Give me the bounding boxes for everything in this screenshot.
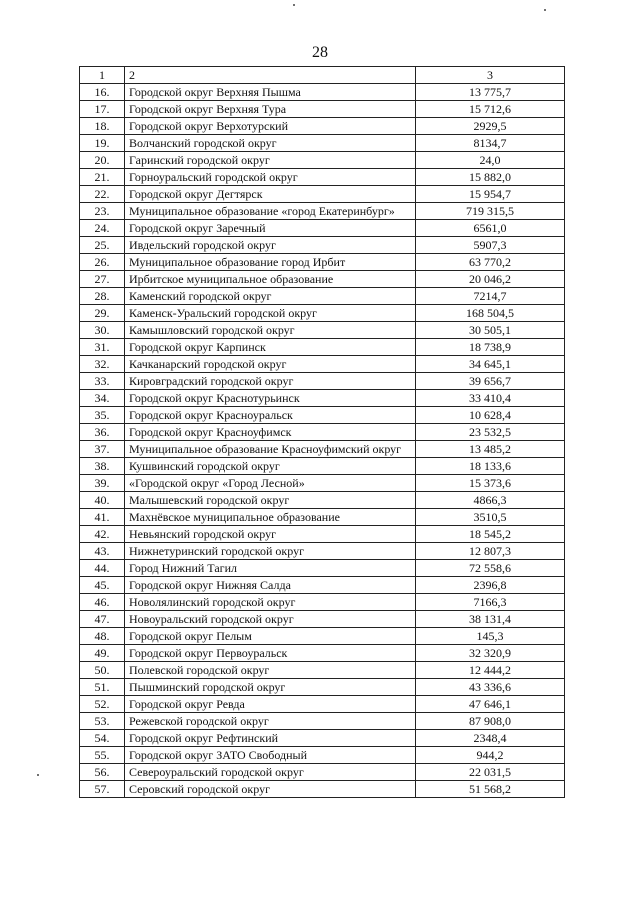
table-row <box>80 526 565 543</box>
table-row <box>80 441 565 458</box>
row-number: 45. <box>80 577 125 594</box>
row-number: 20. <box>80 152 125 169</box>
table-row <box>80 696 565 713</box>
amount-value: 43 336,6 <box>416 679 565 696</box>
amount-value: 20 046,2 <box>416 271 565 288</box>
row-number: 52. <box>80 696 125 713</box>
municipality-name: Качканарский городской округ <box>125 356 416 373</box>
amount-value: 72 558,6 <box>416 560 565 577</box>
amount-value: 15 373,6 <box>416 475 565 492</box>
row-number: 46. <box>80 594 125 611</box>
amount-value: 18 133,6 <box>416 458 565 475</box>
municipality-name: Городской округ Заречный <box>125 220 416 237</box>
municipality-name: Североуральский городской округ <box>125 764 416 781</box>
row-number: 54. <box>80 730 125 747</box>
amount-value: 13 485,2 <box>416 441 565 458</box>
amount-value: 2929,5 <box>416 118 565 135</box>
table-row <box>80 662 565 679</box>
table-row <box>80 271 565 288</box>
municipality-name: Городской округ Нижняя Салда <box>125 577 416 594</box>
column-header-value: 3 <box>416 67 565 84</box>
row-number: 17. <box>80 101 125 118</box>
municipality-name: Гаринский городской округ <box>125 152 416 169</box>
row-number: 37. <box>80 441 125 458</box>
amount-value: 4866,3 <box>416 492 565 509</box>
amount-value: 10 628,4 <box>416 407 565 424</box>
municipality-name: Невьянский городской округ <box>125 526 416 543</box>
amount-value: 51 568,2 <box>416 781 565 798</box>
row-number: 36. <box>80 424 125 441</box>
amount-value: 15 882,0 <box>416 169 565 186</box>
row-number: 34. <box>80 390 125 407</box>
scan-speck <box>293 4 295 6</box>
municipality-name: Городской округ Краснотурьинск <box>125 390 416 407</box>
municipality-name: Ирбитское муниципальное образование <box>125 271 416 288</box>
row-number: 29. <box>80 305 125 322</box>
row-number: 16. <box>80 84 125 101</box>
amount-value: 944,2 <box>416 747 565 764</box>
municipality-name: «Городской округ «Город Лесной» <box>125 475 416 492</box>
row-number: 19. <box>80 135 125 152</box>
row-number: 26. <box>80 254 125 271</box>
row-number: 43. <box>80 543 125 560</box>
municipality-name: Городской округ Верхняя Тура <box>125 101 416 118</box>
municipality-name: Город Нижний Тагил <box>125 560 416 577</box>
amount-value: 12 807,3 <box>416 543 565 560</box>
table-row <box>80 356 565 373</box>
amount-value: 168 504,5 <box>416 305 565 322</box>
row-number: 31. <box>80 339 125 356</box>
row-number: 18. <box>80 118 125 135</box>
table-row <box>80 781 565 798</box>
municipality-name: Камышловский городской округ <box>125 322 416 339</box>
row-number: 24. <box>80 220 125 237</box>
amount-value: 2396,8 <box>416 577 565 594</box>
municipality-name: Новолялинский городской округ <box>125 594 416 611</box>
table-row <box>80 645 565 662</box>
table-row <box>80 628 565 645</box>
table-row <box>80 407 565 424</box>
table-row <box>80 458 565 475</box>
municipality-name: Муниципальное образование Красноуфимский округ <box>125 441 416 458</box>
municipality-name: Горноуральский городской округ <box>125 169 416 186</box>
row-number: 40. <box>80 492 125 509</box>
table-row <box>80 118 565 135</box>
row-number: 55. <box>80 747 125 764</box>
table-row <box>80 390 565 407</box>
municipality-name: Муниципальное образование город Ирбит <box>125 254 416 271</box>
row-number: 44. <box>80 560 125 577</box>
amount-value: 23 532,5 <box>416 424 565 441</box>
amount-value: 63 770,2 <box>416 254 565 271</box>
municipality-name: Полевской городской округ <box>125 662 416 679</box>
amount-value: 38 131,4 <box>416 611 565 628</box>
municipality-name: Ивдельский городской округ <box>125 237 416 254</box>
row-number: 39. <box>80 475 125 492</box>
row-number: 32. <box>80 356 125 373</box>
table-row <box>80 135 565 152</box>
row-number: 49. <box>80 645 125 662</box>
table-row <box>80 186 565 203</box>
table-header-row <box>80 67 565 84</box>
row-number: 33. <box>80 373 125 390</box>
municipality-name: Серовский городской округ <box>125 781 416 798</box>
table-row <box>80 713 565 730</box>
table-row <box>80 237 565 254</box>
municipality-name: Волчанский городской округ <box>125 135 416 152</box>
table-row <box>80 84 565 101</box>
table-row <box>80 305 565 322</box>
amount-value: 18 738,9 <box>416 339 565 356</box>
municipality-name: Нижнетуринский городской округ <box>125 543 416 560</box>
municipality-name: Каменск-Уральский городской округ <box>125 305 416 322</box>
municipality-name: Городской округ Ревда <box>125 696 416 713</box>
amount-value: 24,0 <box>416 152 565 169</box>
municipality-name: Махнёвское муниципальное образование <box>125 509 416 526</box>
table-row <box>80 203 565 220</box>
amount-value: 719 315,5 <box>416 203 565 220</box>
scan-speck <box>37 774 39 776</box>
amount-value: 33 410,4 <box>416 390 565 407</box>
amount-value: 145,3 <box>416 628 565 645</box>
table-row <box>80 475 565 492</box>
row-number: 41. <box>80 509 125 526</box>
amount-value: 34 645,1 <box>416 356 565 373</box>
table-row <box>80 220 565 237</box>
table-row <box>80 611 565 628</box>
amount-value: 15 954,7 <box>416 186 565 203</box>
table-row <box>80 679 565 696</box>
row-number: 38. <box>80 458 125 475</box>
municipal-budget-table <box>79 66 565 798</box>
municipality-name: Пышминский городской округ <box>125 679 416 696</box>
row-number: 51. <box>80 679 125 696</box>
row-number: 56. <box>80 764 125 781</box>
municipality-name: Городской округ Пелым <box>125 628 416 645</box>
municipality-name: Каменский городской округ <box>125 288 416 305</box>
table-row <box>80 169 565 186</box>
municipality-name: Малышевский городской округ <box>125 492 416 509</box>
row-number: 47. <box>80 611 125 628</box>
amount-value: 2348,4 <box>416 730 565 747</box>
row-number: 30. <box>80 322 125 339</box>
amount-value: 8134,7 <box>416 135 565 152</box>
municipality-name: Городской округ Верхотурский <box>125 118 416 135</box>
amount-value: 39 656,7 <box>416 373 565 390</box>
municipality-name: Кировградский городской округ <box>125 373 416 390</box>
table-row <box>80 152 565 169</box>
municipality-name: Городской округ ЗАТО Свободный <box>125 747 416 764</box>
amount-value: 5907,3 <box>416 237 565 254</box>
municipality-name: Городской округ Дегтярск <box>125 186 416 203</box>
row-number: 42. <box>80 526 125 543</box>
amount-value: 32 320,9 <box>416 645 565 662</box>
table-row <box>80 594 565 611</box>
amount-value: 7166,3 <box>416 594 565 611</box>
row-number: 28. <box>80 288 125 305</box>
municipality-name: Новоуральский городской округ <box>125 611 416 628</box>
amount-value: 87 908,0 <box>416 713 565 730</box>
table-row <box>80 492 565 509</box>
amount-value: 7214,7 <box>416 288 565 305</box>
municipality-name: Кушвинский городской округ <box>125 458 416 475</box>
amount-value: 15 712,6 <box>416 101 565 118</box>
amount-value: 13 775,7 <box>416 84 565 101</box>
amount-value: 12 444,2 <box>416 662 565 679</box>
table-row <box>80 509 565 526</box>
table-row <box>80 764 565 781</box>
municipality-name: Городской округ Красноуральск <box>125 407 416 424</box>
amount-value: 18 545,2 <box>416 526 565 543</box>
table-row <box>80 747 565 764</box>
page-number: 28 <box>312 44 328 61</box>
municipality-name: Муниципальное образование «город Екатеринбург» <box>125 203 416 220</box>
table-row <box>80 373 565 390</box>
table-row <box>80 322 565 339</box>
amount-value: 6561,0 <box>416 220 565 237</box>
municipality-name: Городской округ Карпинск <box>125 339 416 356</box>
row-number: 48. <box>80 628 125 645</box>
row-number: 50. <box>80 662 125 679</box>
row-number: 22. <box>80 186 125 203</box>
amount-value: 22 031,5 <box>416 764 565 781</box>
table-row <box>80 577 565 594</box>
amount-value: 47 646,1 <box>416 696 565 713</box>
column-header-name: 2 <box>125 67 416 84</box>
municipality-name: Городской округ Первоуральск <box>125 645 416 662</box>
table-row <box>80 730 565 747</box>
table-row <box>80 339 565 356</box>
amount-value: 3510,5 <box>416 509 565 526</box>
municipality-name: Режевской городской округ <box>125 713 416 730</box>
row-number: 53. <box>80 713 125 730</box>
row-number: 57. <box>80 781 125 798</box>
row-number: 27. <box>80 271 125 288</box>
column-header-number: 1 <box>80 67 125 84</box>
table-row <box>80 424 565 441</box>
row-number: 23. <box>80 203 125 220</box>
municipality-name: Городской округ Красноуфимск <box>125 424 416 441</box>
table-row <box>80 288 565 305</box>
amount-value: 30 505,1 <box>416 322 565 339</box>
table-row <box>80 101 565 118</box>
table-row <box>80 543 565 560</box>
row-number: 21. <box>80 169 125 186</box>
table-body <box>80 84 565 798</box>
scan-speck <box>544 9 546 11</box>
municipality-name: Городской округ Верхняя Пышма <box>125 84 416 101</box>
table-row <box>80 254 565 271</box>
table-row <box>80 560 565 577</box>
municipality-name: Городской округ Рефтинский <box>125 730 416 747</box>
row-number: 35. <box>80 407 125 424</box>
row-number: 25. <box>80 237 125 254</box>
